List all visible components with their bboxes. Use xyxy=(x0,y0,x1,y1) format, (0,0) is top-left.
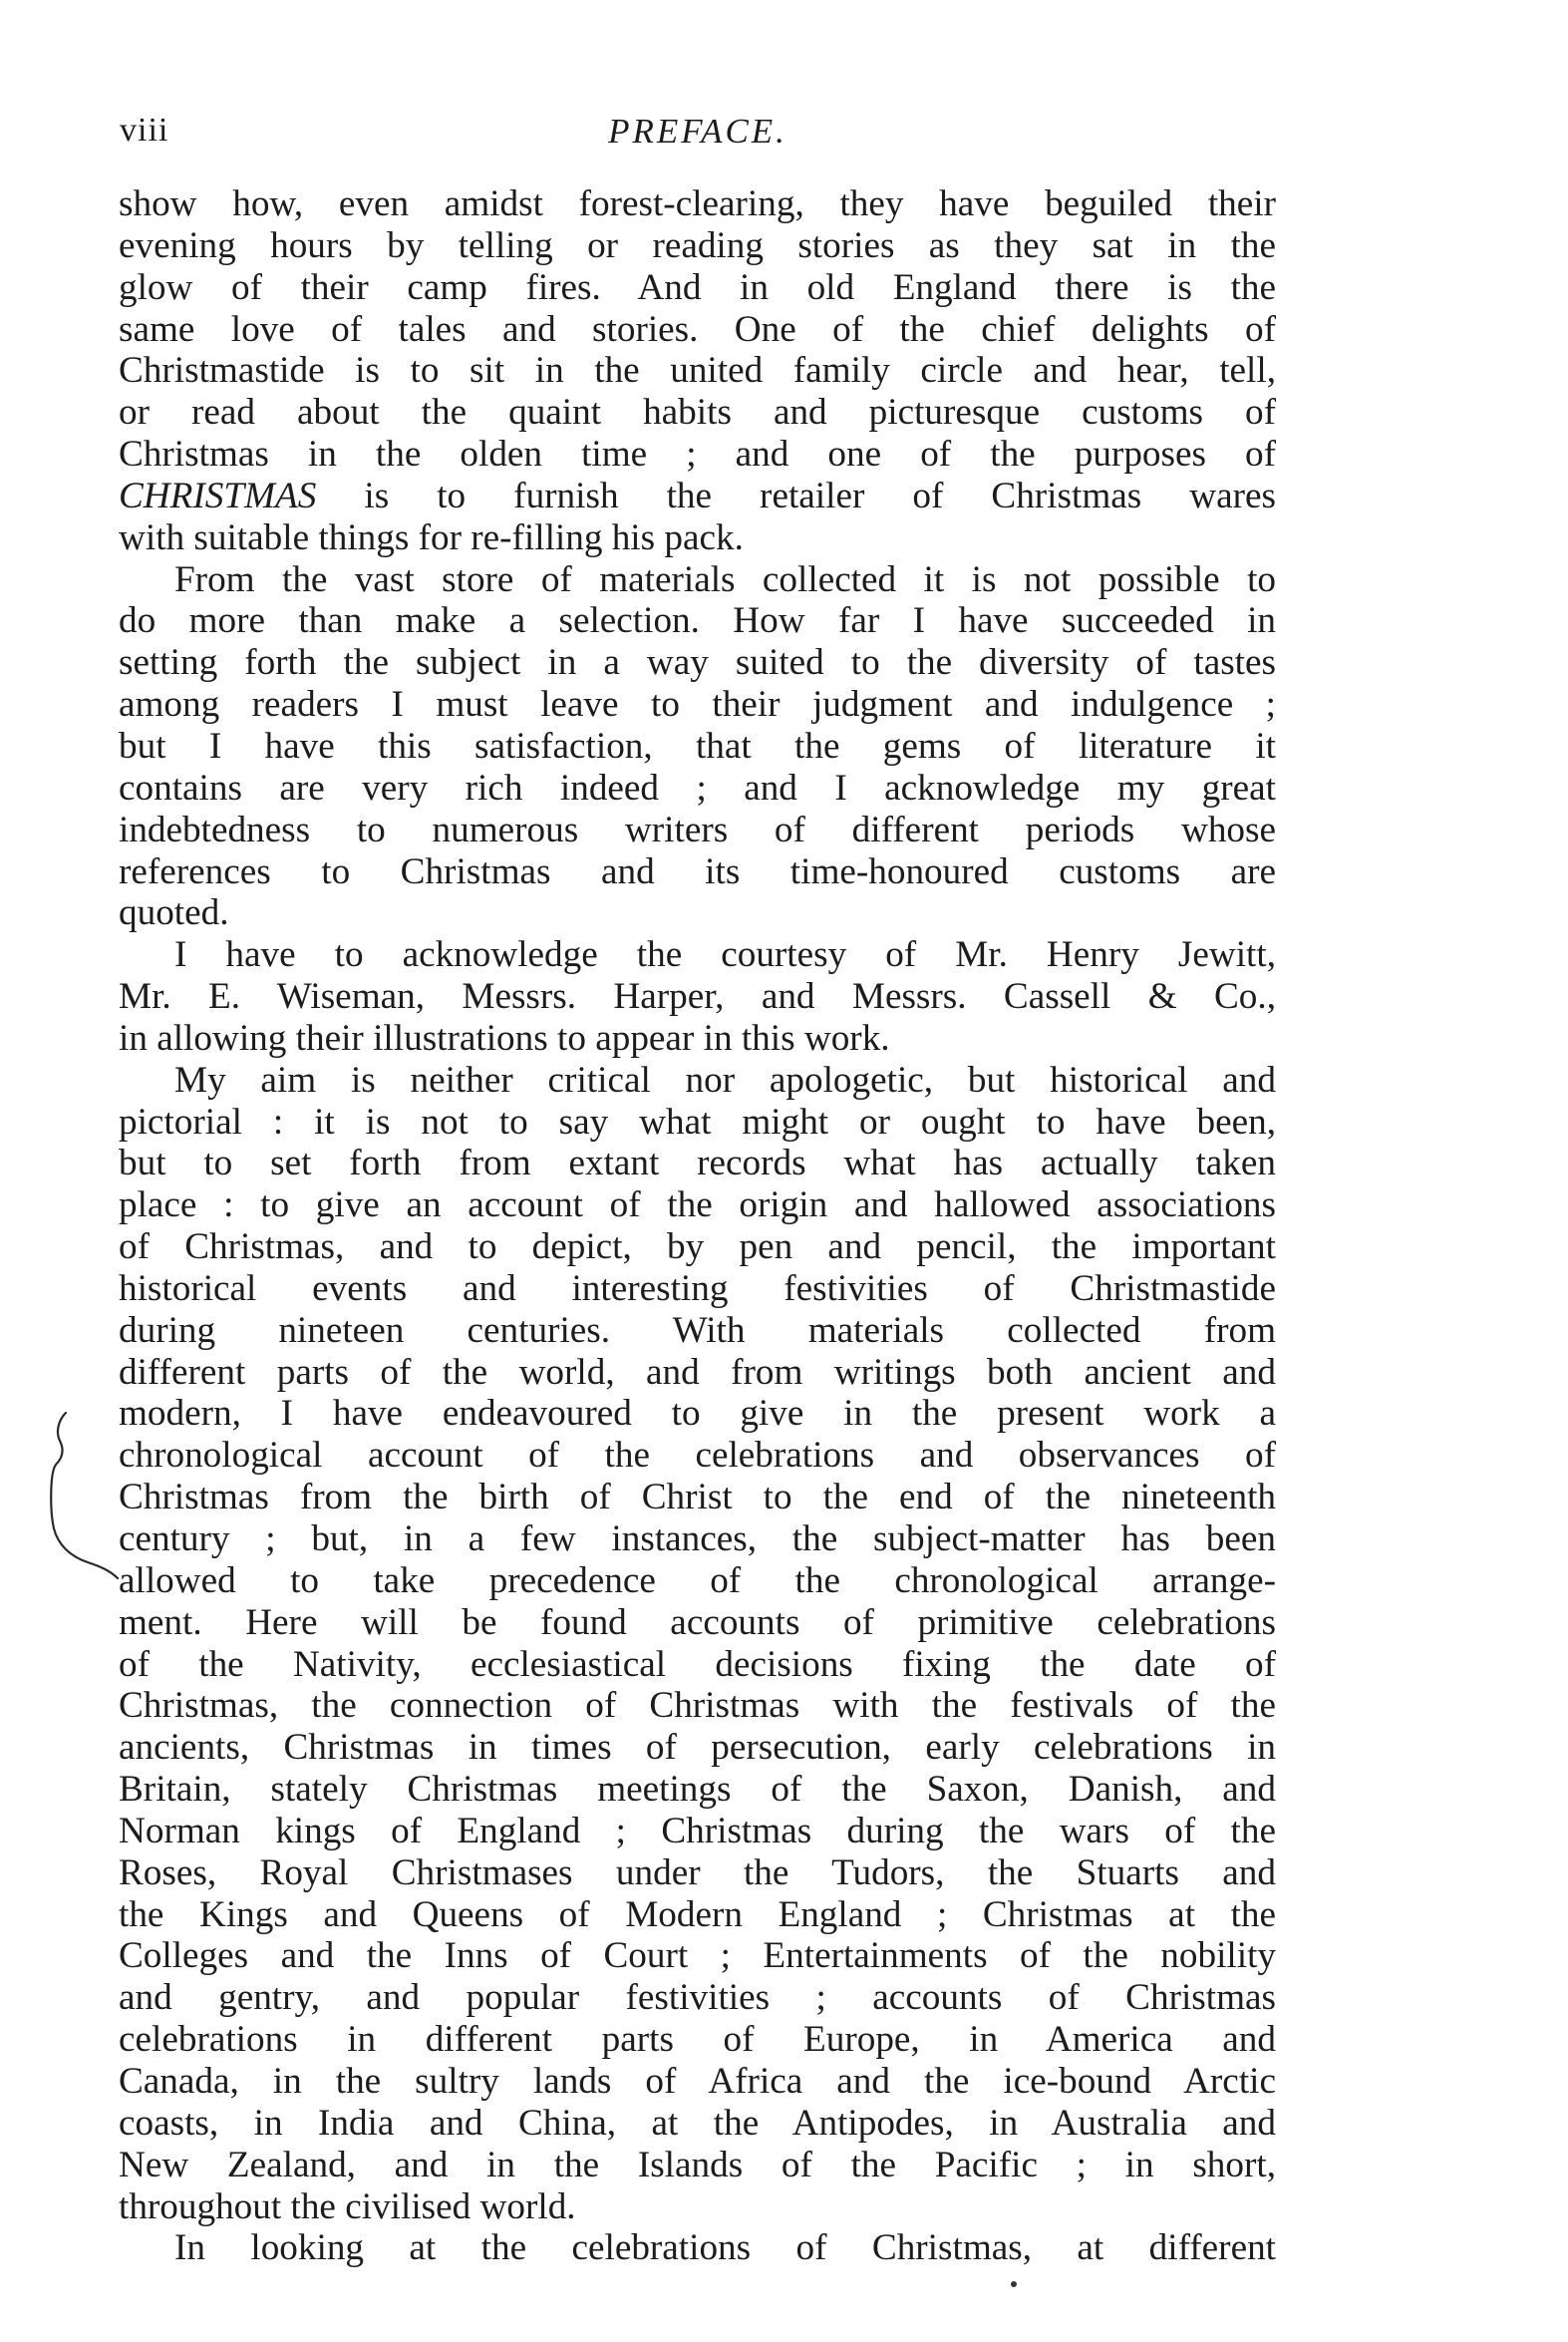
text-line: Roses, Royal Christmases under the Tudors, the Stuarts and xyxy=(119,1851,1276,1893)
text-line: century ; but, in a few instances, the subject-matter has been xyxy=(119,1518,1276,1559)
text-line-rest: is to furnish the retailer of Christmas wares xyxy=(316,475,1276,516)
text-line: chronological account of the celebrations and observances of xyxy=(119,1435,1276,1477)
text-line: but to set forth from extant records what has actually taken xyxy=(119,1143,1276,1184)
text-line: same love of tales and stories. One of the chief delights of xyxy=(119,308,1276,350)
paragraph-1 xyxy=(119,183,1276,559)
text-line: Canada, in the sultry lands of Africa and the ice-bound Arctic xyxy=(119,2060,1276,2102)
text-line-last: with suitable things for re-filling his pack. xyxy=(119,516,744,558)
margin-bracket-annotation xyxy=(44,1411,124,1580)
text-line: Britain, stately Christmas meetings of the Saxon, Danish, and xyxy=(119,1769,1276,1811)
text-line: glow of their camp fires. And in old England there is the xyxy=(119,266,1276,308)
text-line: and gentry, and popular festivities ; accounts of Christmas xyxy=(119,1977,1276,2019)
text-line: Christmastide is to sit in the united family circle and hear, tell, xyxy=(119,350,1276,392)
text-line: contains are very rich indeed ; and I acknowledge my great xyxy=(119,767,1276,809)
paragraph-4 xyxy=(119,1060,1276,2228)
text-line: or read about the quaint habits and picturesque customs of xyxy=(119,392,1276,434)
text-line: Christmas in the olden time ; and one of the purposes of xyxy=(119,434,1276,476)
text-line-first: In looking at the celebrations of Christmas, at different xyxy=(174,2227,1276,2269)
text-line: different parts of the world, and from writings both ancient and xyxy=(119,1351,1276,1393)
ink-speck xyxy=(1011,2281,1017,2287)
text-line: Christmas, the connection of Christmas with the festivals of the xyxy=(119,1685,1276,1727)
text-line: of Christmas, and to depict, by pen and pencil, the important xyxy=(119,1226,1276,1268)
text-line: during nineteen centuries. With materials collected from xyxy=(119,1309,1276,1351)
text-line: coasts, in India and China, at the Antipodes, in Australia and xyxy=(119,2102,1276,2144)
text-line: New Zealand, and in the Islands of the Pacific ; in short, xyxy=(119,2144,1276,2185)
text-line: setting forth the subject in a way suited to the diversity of tastes xyxy=(119,642,1276,684)
text-line: pictorial : it is not to say what might or ought to have been, xyxy=(119,1101,1276,1143)
text-line: Christmas from the birth of Christ to the end of the nineteenth xyxy=(119,1477,1276,1518)
text-line: Colleges and the Inns of Court ; Entertainments of the nobility xyxy=(119,1935,1276,1977)
paragraph-5 xyxy=(119,2227,1276,2269)
text-line: of the Nativity, ecclesiastical decisions fixing the date of xyxy=(119,1643,1276,1685)
page-number: viii xyxy=(120,112,169,149)
text-line: place : to give an account of the origin and hallowed associations xyxy=(119,1184,1276,1226)
paragraph-3 xyxy=(119,934,1276,1060)
text-line-first: From the vast store of materials collected it is not possible to xyxy=(174,558,1276,600)
text-line xyxy=(119,476,1276,517)
page-heading: PREFACE. xyxy=(608,112,787,151)
text-line-first: I have to acknowledge the courtesy of Mr. Henry Jewitt, xyxy=(174,934,1276,976)
text-line: allowed to take precedence of the chronological arrange- xyxy=(119,1559,1276,1601)
text-line: indebtedness to numerous writers of different periods whose xyxy=(119,809,1276,850)
text-line: show how, even amidst forest-clearing, they have beguiled their xyxy=(119,183,1276,224)
text-line: Mr. E. Wiseman, Messrs. Harper, and Messrs. Cassell & Co., xyxy=(119,976,1276,1018)
text-line-last: throughout the civilised world. xyxy=(119,2185,576,2227)
running-head xyxy=(120,112,1276,160)
italic-title: CHRISTMAS xyxy=(119,475,317,516)
text-line-last: quoted. xyxy=(119,892,229,934)
text-line: among readers I must leave to their judgment and indulgence ; xyxy=(119,684,1276,726)
text-line: modern, I have endeavoured to give in the present work a xyxy=(119,1393,1276,1435)
text-line: Norman kings of England ; Christmas during the wars of the xyxy=(119,1810,1276,1851)
paragraph-2 xyxy=(119,559,1276,935)
text-line: celebrations in different parts of Europe, in America and xyxy=(119,2019,1276,2061)
preface-body xyxy=(119,183,1276,2269)
text-line: historical events and interesting festivities of Christmastide xyxy=(119,1267,1276,1309)
text-line: do more than make a selection. How far I have succeeded in xyxy=(119,600,1276,642)
text-line: but I have this satisfaction, that the gems of literature it xyxy=(119,725,1276,767)
text-line-last: in allowing their illustrations to appear in this work. xyxy=(119,1017,890,1059)
text-line-first: My aim is neither critical nor apologetic, but historical and xyxy=(174,1059,1276,1101)
text-line: ment. Here will be found accounts of primitive celebrations xyxy=(119,1601,1276,1643)
text-line: evening hours by telling or reading stories as they sat in the xyxy=(119,224,1276,266)
text-line: ancients, Christmas in times of persecution, early celebrations in xyxy=(119,1727,1276,1769)
text-line: the Kings and Queens of Modern England ; Christmas at the xyxy=(119,1893,1276,1935)
text-line: references to Christmas and its time-honoured customs are xyxy=(119,850,1276,892)
